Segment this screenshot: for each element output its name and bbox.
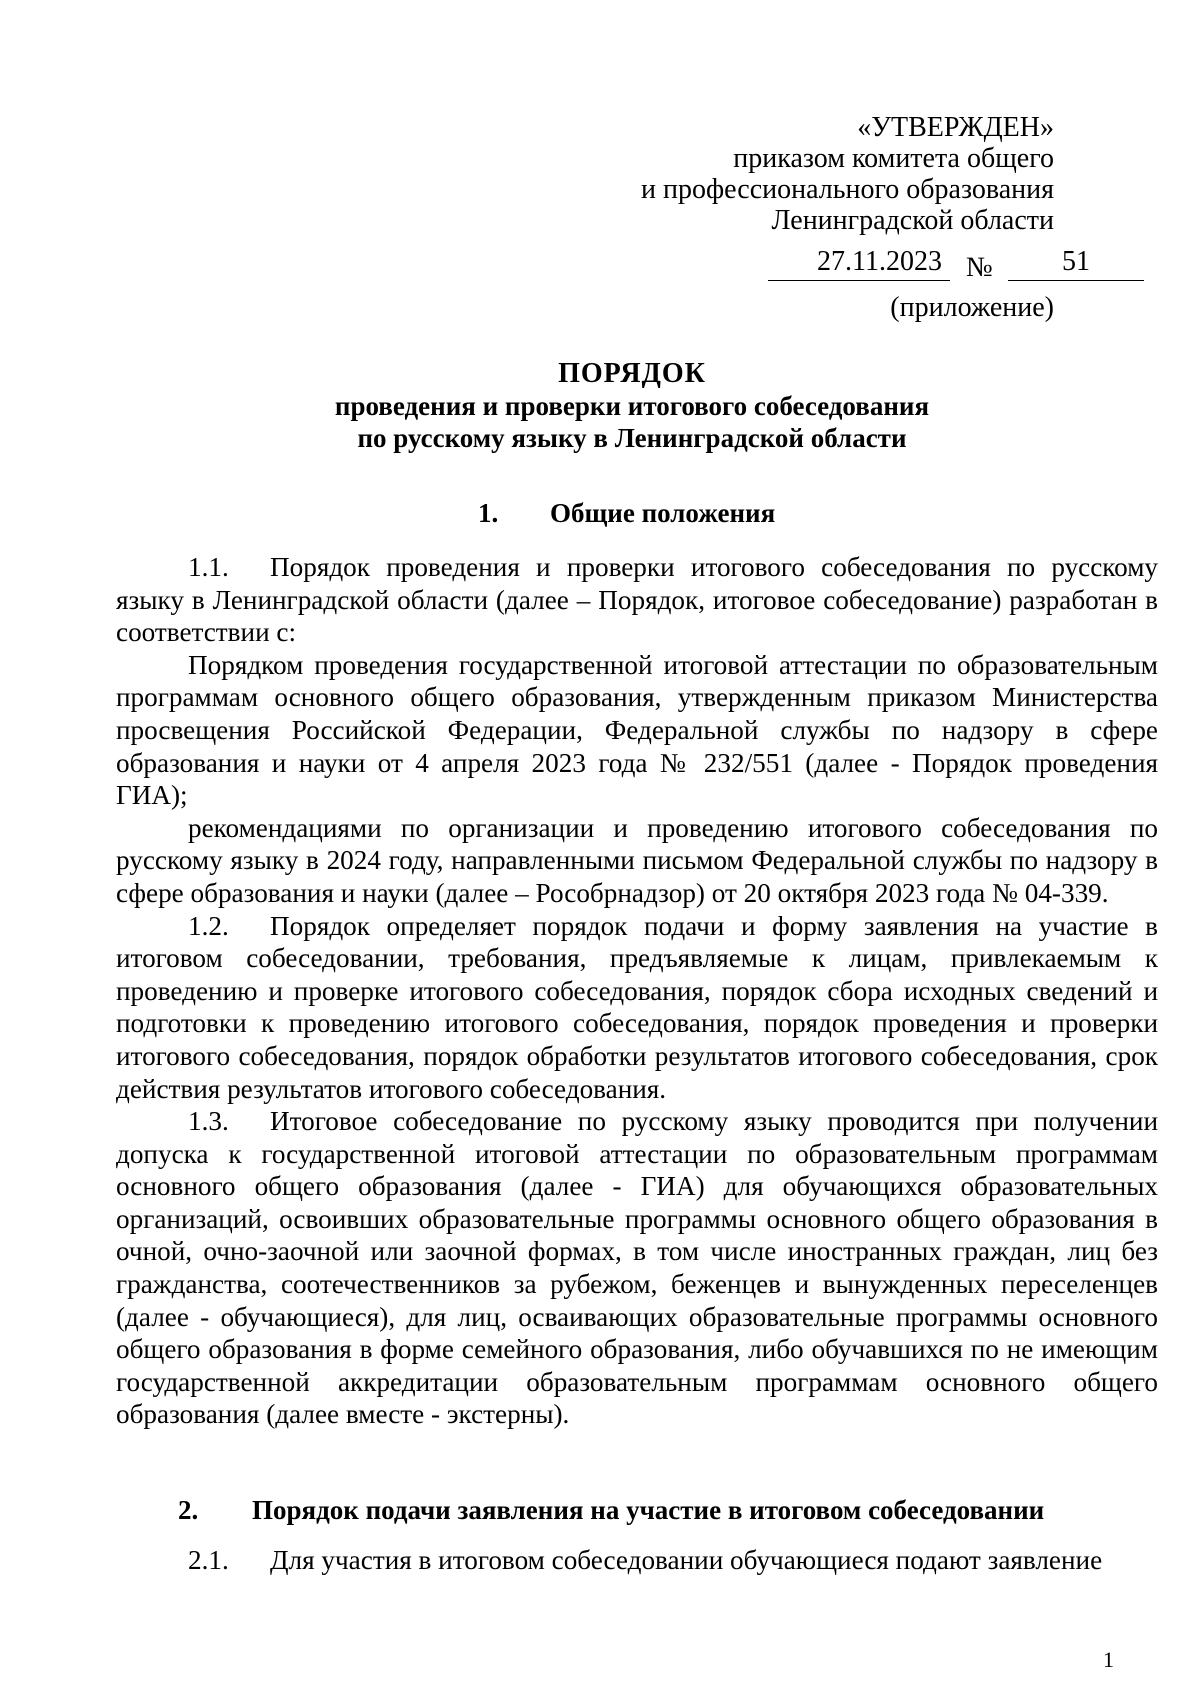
approval-line-region: Ленинградской области bbox=[771, 205, 1054, 236]
title-main: ПОРЯДОК bbox=[558, 358, 706, 389]
paragraph-1-1 bbox=[116, 551, 1158, 649]
section-1-body bbox=[116, 551, 1158, 1431]
paragraph-text: Порядок определяет порядок подачи и форму заявления на участие в итоговом собеседовании, требования, предъявляемые к лицам, привлекаемым к проведению и проверке итогового собеседования, порядок сбора исходных сведений и подготовки к проведению итогового собеседования, порядок проведения и проверки итогового собеседования, порядок обработки результатов итогового собеседования, срок действия результатов итогового собеседования. bbox=[116, 910, 1158, 1104]
approval-line-committee: и профессионального образования bbox=[641, 174, 1054, 205]
document-title bbox=[0, 358, 1200, 454]
title-line-2: по русскому языку в Ленинградской области bbox=[357, 423, 907, 453]
item-number: 1.1. bbox=[188, 552, 229, 582]
paragraph-1-2 bbox=[116, 910, 1158, 1106]
section-heading-2 bbox=[178, 1494, 1044, 1526]
approval-line-order: приказом комитета общего bbox=[733, 143, 1054, 174]
approval-heading: «УТВЕРЖДЕН» bbox=[857, 112, 1054, 143]
number-sign: № bbox=[966, 252, 993, 283]
item-number: 1.2. bbox=[188, 910, 229, 941]
order-date: 27.11.2023 bbox=[768, 244, 950, 281]
paragraph-1-1-b: рекомендациями по организации и проведению итогового собеседования по русскому языку в 2024 году, направленными письмом Федеральной службы по надзору в сфере образования и науки (далее – Рособрнадзор) от 20 октября 2023 года № 04-339. bbox=[116, 812, 1158, 908]
paragraph-1-3 bbox=[116, 1105, 1158, 1431]
approval-block bbox=[534, 112, 1054, 236]
section-2-body bbox=[116, 1544, 1158, 1577]
section-title: Общие положения bbox=[550, 498, 776, 528]
section-number: 1. bbox=[478, 498, 499, 528]
section-heading-1 bbox=[478, 497, 775, 529]
title-line-1: проведения и проверки итогового собеседования bbox=[334, 391, 930, 421]
appendix-note: (приложение) bbox=[890, 292, 1054, 323]
item-number: 2.1. bbox=[188, 1545, 229, 1575]
page-number: 1 bbox=[1103, 1647, 1114, 1672]
order-details bbox=[768, 244, 1090, 288]
paragraph-text: Итоговое собеседование по русскому языку проводится при получении допуска к государственной итоговой аттестации по образовательным программам основного общего образования (далее - ГИА) для обучающихся образовательных организаций, освоивших образовательные программы основного общего образования в очной, очно-заочной или заочной формах, в том числе иностранных граждан, лиц без гражданства, соотечественников за рубежом, беженцев и вынужденных переселенцев (далее - обучающиеся), для лиц, осваивающих образовательные программы основного общего образования в форме семейного образования, либо обучавшихся по не имеющим государственной аккредитации образовательным программам основного общего образования (далее вместе - экстерны). bbox=[116, 1106, 1158, 1430]
paragraph-text: Порядок проведения и проверки итогового собеседования по русскому языку в Ленинградской области (далее – Порядок, итоговое собеседование) разработан в соответствии с: bbox=[116, 552, 1158, 648]
item-number: 1.3. bbox=[188, 1106, 229, 1137]
section-title: Порядок подачи заявления на участие в итоговом собеседовании bbox=[252, 1495, 1045, 1525]
order-number: 51 bbox=[1008, 244, 1144, 281]
paragraph-text: Для участия в итоговом собеседовании обучающиеся подают заявление bbox=[270, 1545, 1103, 1575]
paragraph-2-1 bbox=[116, 1544, 1158, 1577]
paragraph-1-1-a: Порядком проведения государственной итоговой аттестации по образовательным программам основного общего образования, утвержденным приказом Министерства просвещения Российской Федерации, Федеральной службы по надзору в сфере образования и науки от 4 апреля 2023 года № 232/551 (далее - Порядок проведения ГИА); bbox=[116, 649, 1158, 811]
section-number: 2. bbox=[178, 1495, 199, 1525]
